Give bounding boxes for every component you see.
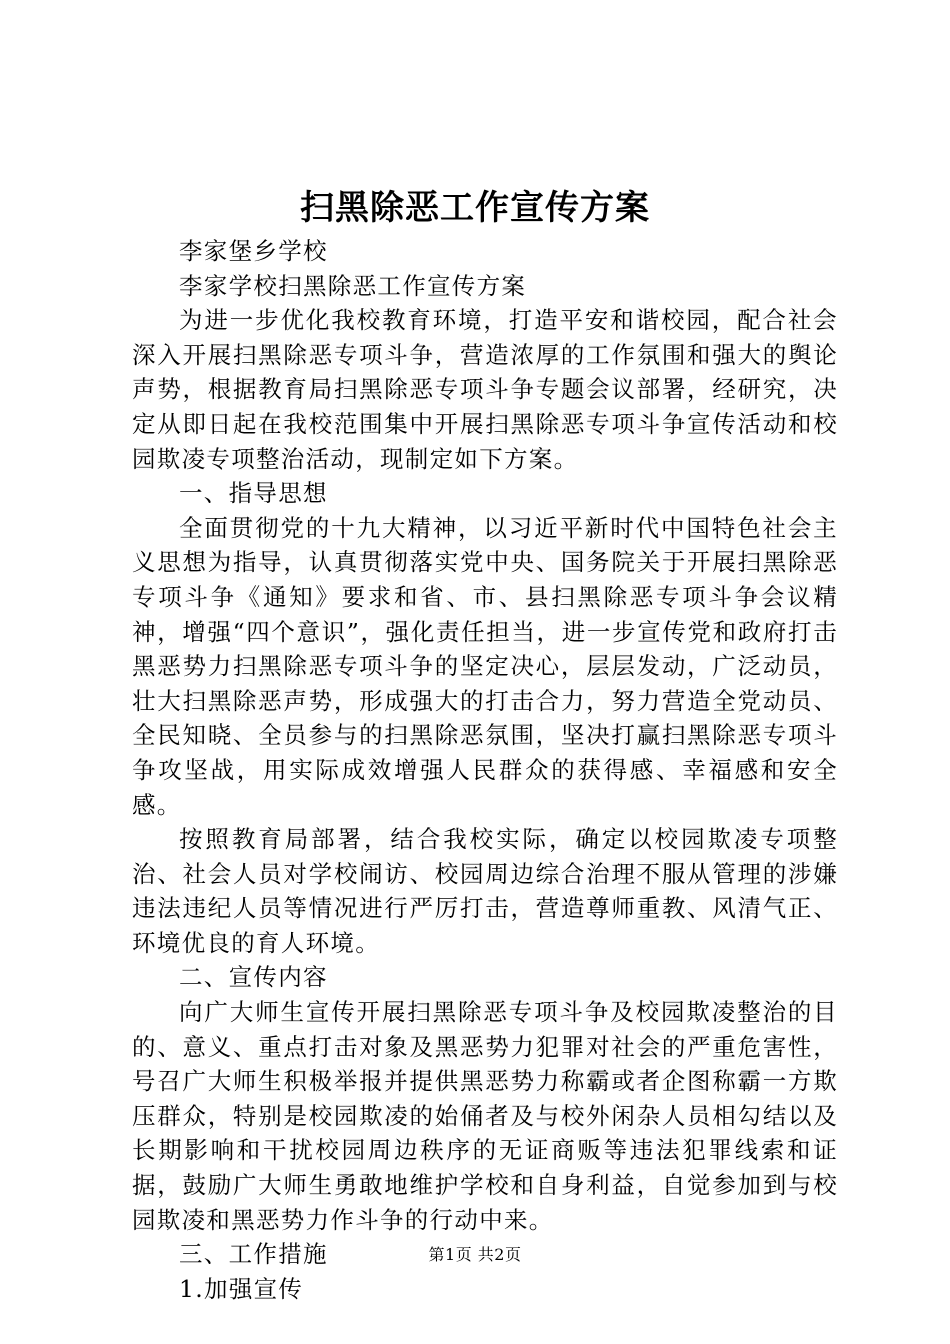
subsection-heading-strengthen-publicity: 1.加强宣传 [179, 1274, 304, 1303]
section-heading-guiding-ideology: 一、指导思想 [179, 479, 328, 508]
paragraph-guiding-ideology: 全面贯彻党的十九大精神，以习近平新时代中国特色社会主义思想为指导，认真贯彻落实党中央、国务院关于开展扫黑除恶专项斗争《通知》要求和省、市、县扫黑除恶专项斗争会议精神，增强“四个意识”，强化责任担当，进一步宣传党和政府打击黑恶势力扫黑除恶专项斗争的坚定决心，层层发动，广泛动员，壮大扫黑除恶声势，形成强大的打击合力，努力营造全党动员、全民知晓、全员参与的扫黑除恶氛围，坚决打赢扫黑除恶专项斗争攻坚战，用实际成效增强人民群众的获得感、幸福感和安全感。 [132, 513, 838, 819]
paragraph-deployment: 按照教育局部署，结合我校实际，确定以校园欺凌专项整治、社会人员对学校闹访、校园周边综合治理不服从管理的涉嫌违法违纪人员等情况进行严厉打击，营造尊师重教、风清气正、环境优良的育人环境。 [132, 825, 838, 957]
document-body [132, 234, 838, 1306]
page-number-footer: 第1页 共2页 [428, 1245, 522, 1264]
section-heading-publicity-content: 二、宣传内容 [179, 963, 328, 992]
paragraph-school-name: 李家堡乡学校 [179, 237, 328, 265]
paragraph-introduction: 为进一步优化我校教育环境，打造平安和谐校园，配合社会深入开展扫黑除恶专项斗争，营造浓厚的工作氛围和强大的舆论声势，根据教育局扫黑除恶专项斗争专题会议部署，经研究，决定从即日起在我校范围集中开展扫黑除恶专项斗争宣传活动和校园欺凌专项整治活动，现制定如下方案。 [132, 306, 838, 473]
paragraph-publicity-content: 向广大师生宣传开展扫黑除恶专项斗争及校园欺凌整治的目的、意义、重点打击对象及黑恶势力犯罪对社会的严重危害性，号召广大师生积极举报并提供黑恶势力称霸或者企图称霸一方欺压群众，特别是校园欺凌的始俑者及与校外闲杂人员相勾结以及长期影响和干扰校园周边秩序的无证商贩等违法犯罪线索和证据，鼓励广大师生勇敢地维护学校和自身利益，自觉参加到与校园欺凌和黑恶势力作斗争的行动中来。 [132, 998, 838, 1234]
paragraph-plan-subtitle: 李家学校扫黑除恶工作宣传方案 [179, 271, 527, 300]
section-heading-work-measures: 三、工作措施 [179, 1240, 328, 1269]
document-title: 扫黑除恶工作宣传方案 [300, 188, 650, 228]
